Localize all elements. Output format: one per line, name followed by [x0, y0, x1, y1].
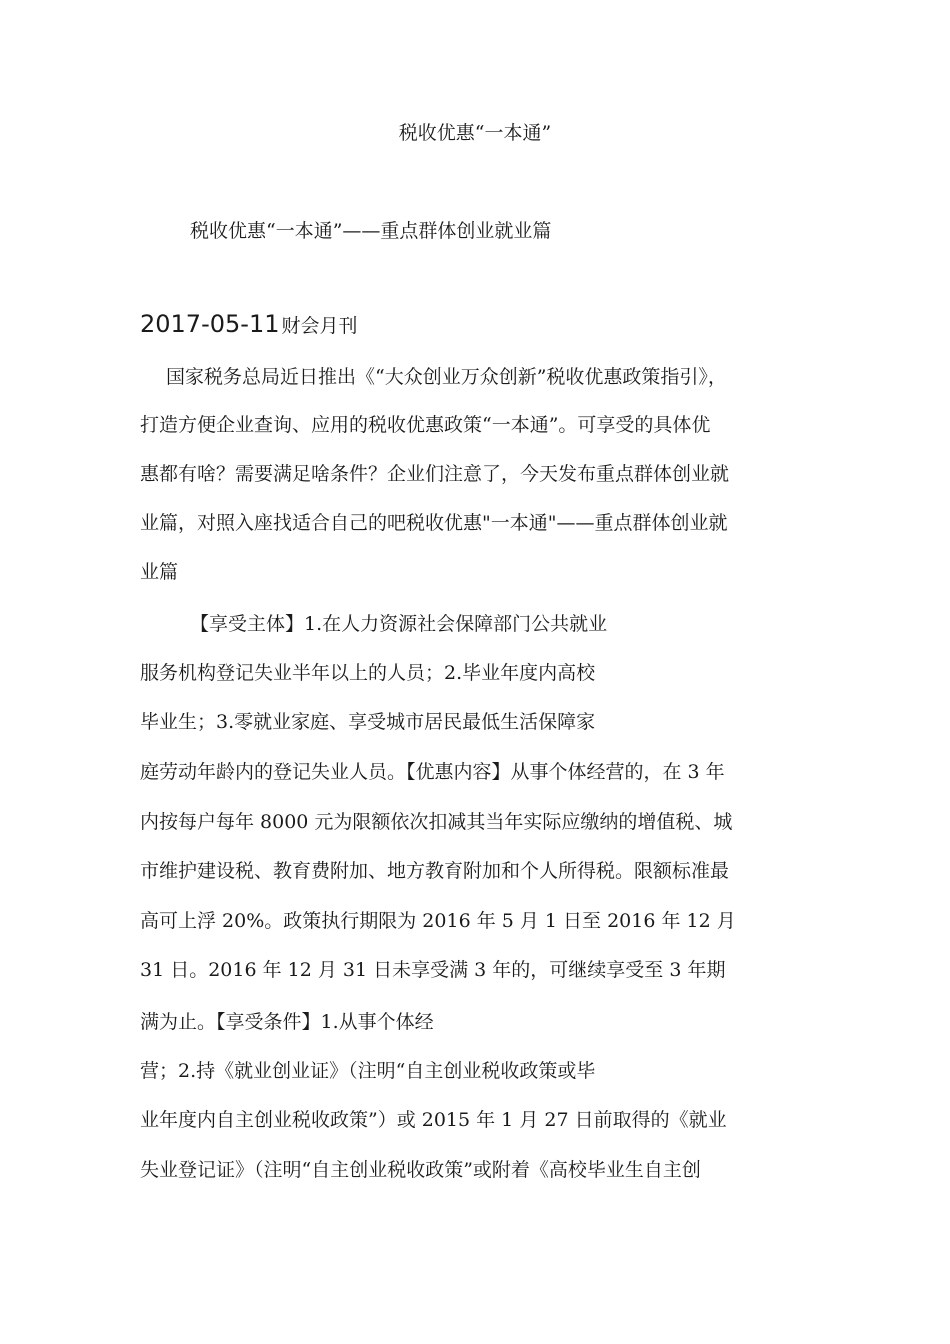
body-line: 打造方便企业查询、应用的税收优惠政策“一本通”。可享受的具体优	[140, 414, 711, 436]
publication-source: 财会月刊	[281, 315, 358, 337]
body-line: 惠都有啥？需要满足啥条件？企业们注意了，今天发布重点群体创业就	[140, 463, 730, 485]
body-line: 内按每户每年 8000 元为限额依次扣减其当年实际应缴纳的增值税、城	[140, 811, 733, 833]
publish-date: 2017-05-11	[140, 310, 280, 338]
document-subtitle: 税收优惠“一本通”——重点群体创业就业篇	[190, 220, 552, 242]
body-line: 【享受主体】1.在人力资源社会保障部门公共就业	[190, 613, 608, 635]
body-line: 服务机构登记失业半年以上的人员；2.毕业年度内高校	[140, 662, 596, 684]
body-line: 失业登记证》（注明“自主创业税收政策”或附着《高校毕业生自主创	[140, 1159, 701, 1181]
body-line: 庭劳动年龄内的登记失业人员。【优惠内容】从事个体经营的，在 3 年	[140, 761, 725, 783]
body-line: 国家税务总局近日推出《“大众创业万众创新”税收优惠政策指引》，	[166, 366, 727, 388]
body-line: 业年度内自主创业税收政策”）或 2015 年 1 月 27 日前取得的《就业	[140, 1109, 727, 1131]
publish-info	[140, 312, 358, 338]
document-title: 税收优惠“一本通”	[398, 122, 552, 144]
body-line: 业篇	[140, 561, 179, 583]
body-line: 业篇，对照入座找适合自己的吧税收优惠"一本通"——重点群体创业就	[140, 512, 728, 534]
body-line: 营；2.持《就业创业证》（注明“自主创业税收政策或毕	[140, 1060, 596, 1082]
body-line: 高可上浮 20%。政策执行期限为 2016 年 5 月 1 日至 2016 年 12 月	[140, 910, 736, 932]
body-line: 毕业生；3.零就业家庭、享受城市居民最低生活保障家	[140, 711, 596, 733]
body-line: 满为止。【享受条件】1.从事个体经	[140, 1011, 434, 1033]
body-line: 31 日。2016 年 12 月 31 日未享受满 3 年的，可继续享受至 3 年期	[140, 959, 726, 981]
body-line: 市维护建设税、教育费附加、地方教育附加和个人所得税。限额标准最	[140, 860, 730, 882]
